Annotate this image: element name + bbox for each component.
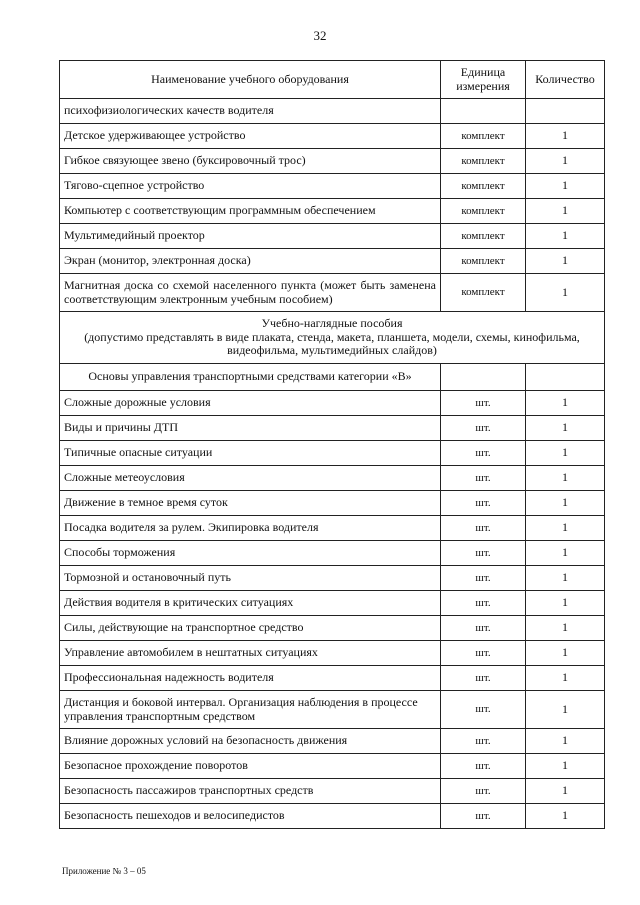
table-row <box>60 541 605 566</box>
row-name: Детское удерживающее устройство <box>60 124 441 149</box>
row-name: Сложные дорожные условия <box>60 391 441 416</box>
row-unit: шт. <box>441 566 526 591</box>
row-name: Силы, действующие на транспортное средство <box>60 616 441 641</box>
header-name: Наименование учебного оборудования <box>60 61 441 99</box>
row-qty: 1 <box>526 616 605 641</box>
table-row <box>60 516 605 541</box>
table-header-row <box>60 61 605 99</box>
table-row <box>60 566 605 591</box>
row-qty: 1 <box>526 666 605 691</box>
row-unit: шт. <box>441 754 526 779</box>
table-row <box>60 249 605 274</box>
row-qty <box>526 364 605 391</box>
row-unit: шт. <box>441 591 526 616</box>
table-row <box>60 124 605 149</box>
row-name: Влияние дорожных условий на безопасность движения <box>60 729 441 754</box>
subheading: Основы управления транспортными средствами категории «В» <box>60 364 441 391</box>
row-qty: 1 <box>526 804 605 829</box>
table-row <box>60 441 605 466</box>
row-unit: шт. <box>441 641 526 666</box>
row-unit <box>441 99 526 124</box>
equipment-table <box>59 60 605 829</box>
row-name: Дистанция и боковой интервал. Организация наблюдения в процессе управления транспортным средством <box>60 691 441 729</box>
table-row <box>60 491 605 516</box>
row-name: Компьютер с соответствующим программным обеспечением <box>60 199 441 224</box>
row-name: Сложные метеоусловия <box>60 466 441 491</box>
row-name: Гибкое связующее звено (буксировочный трос) <box>60 149 441 174</box>
row-unit: шт. <box>441 466 526 491</box>
row-name: Движение в темное время суток <box>60 491 441 516</box>
row-unit: комплект <box>441 249 526 274</box>
row-unit: шт. <box>441 779 526 804</box>
row-qty: 1 <box>526 754 605 779</box>
table-row <box>60 391 605 416</box>
row-name: Типичные опасные ситуации <box>60 441 441 466</box>
row-unit: комплект <box>441 124 526 149</box>
row-name: Профессиональная надежность водителя <box>60 666 441 691</box>
table-row <box>60 99 605 124</box>
row-unit: шт. <box>441 804 526 829</box>
row-name: Безопасность пассажиров транспортных средств <box>60 779 441 804</box>
row-qty: 1 <box>526 591 605 616</box>
row-name: Посадка водителя за рулем. Экипировка водителя <box>60 516 441 541</box>
header-qty: Количество <box>526 61 605 99</box>
row-qty: 1 <box>526 199 605 224</box>
table-row <box>60 591 605 616</box>
row-name: Управление автомобилем в нештатных ситуациях <box>60 641 441 666</box>
row-unit: комплект <box>441 174 526 199</box>
row-qty: 1 <box>526 416 605 441</box>
row-qty: 1 <box>526 124 605 149</box>
row-qty: 1 <box>526 779 605 804</box>
row-unit: шт. <box>441 729 526 754</box>
row-qty: 1 <box>526 149 605 174</box>
table-row <box>60 274 605 312</box>
row-name: психофизиологических качеств водителя <box>60 99 441 124</box>
row-name: Виды и причины ДТП <box>60 416 441 441</box>
subheading-row <box>60 364 605 391</box>
row-unit: комплект <box>441 199 526 224</box>
row-qty: 1 <box>526 516 605 541</box>
row-qty: 1 <box>526 641 605 666</box>
row-unit: шт. <box>441 516 526 541</box>
row-qty: 1 <box>526 249 605 274</box>
row-unit: шт. <box>441 691 526 729</box>
row-name: Мультимедийный проектор <box>60 224 441 249</box>
table-row <box>60 779 605 804</box>
section-row <box>60 312 605 364</box>
row-qty: 1 <box>526 224 605 249</box>
row-qty: 1 <box>526 274 605 312</box>
table-row <box>60 224 605 249</box>
row-unit: комплект <box>441 224 526 249</box>
row-qty <box>526 99 605 124</box>
table-row <box>60 691 605 729</box>
page-number: 32 <box>313 28 327 43</box>
row-unit: шт. <box>441 616 526 641</box>
row-unit: шт. <box>441 491 526 516</box>
table-row <box>60 641 605 666</box>
table-row <box>60 804 605 829</box>
row-unit: шт. <box>441 416 526 441</box>
row-name: Экран (монитор, электронная доска) <box>60 249 441 274</box>
row-unit: комплект <box>441 274 526 312</box>
row-qty: 1 <box>526 566 605 591</box>
row-name: Магнитная доска со схемой населенного пункта (может быть заменена соответствующим электронным учебным пособием) <box>60 274 441 312</box>
row-qty: 1 <box>526 729 605 754</box>
row-unit <box>441 364 526 391</box>
section-note: (допустимо представлять в виде плаката, стенда, макета, планшета, модели, схемы, кинофильма, видеофильма, мультимедийных слайдов) <box>84 329 580 358</box>
row-unit: шт. <box>441 391 526 416</box>
header-unit: Единица измерения <box>441 61 526 99</box>
footer-appendix-label: Приложение № 3 – 05 <box>62 866 146 876</box>
table-row <box>60 729 605 754</box>
row-qty: 1 <box>526 466 605 491</box>
table-row <box>60 754 605 779</box>
row-qty: 1 <box>526 174 605 199</box>
table-row <box>60 174 605 199</box>
row-unit: шт. <box>441 441 526 466</box>
section-title: Учебно-наглядные пособия <box>261 315 403 330</box>
table-row <box>60 616 605 641</box>
row-name: Безопасность пешеходов и велосипедистов <box>60 804 441 829</box>
table-row <box>60 199 605 224</box>
table-row <box>60 416 605 441</box>
row-qty: 1 <box>526 441 605 466</box>
table-row <box>60 666 605 691</box>
row-qty: 1 <box>526 391 605 416</box>
row-unit: шт. <box>441 666 526 691</box>
table-row <box>60 466 605 491</box>
section-heading <box>60 312 605 364</box>
table-row <box>60 149 605 174</box>
row-unit: комплект <box>441 149 526 174</box>
row-qty: 1 <box>526 541 605 566</box>
row-name: Способы торможения <box>60 541 441 566</box>
row-qty: 1 <box>526 491 605 516</box>
row-name: Тягово-сцепное устройство <box>60 174 441 199</box>
row-qty: 1 <box>526 691 605 729</box>
row-name: Тормозной и остановочный путь <box>60 566 441 591</box>
row-unit: шт. <box>441 541 526 566</box>
row-name: Действия водителя в критических ситуациях <box>60 591 441 616</box>
row-name: Безопасное прохождение поворотов <box>60 754 441 779</box>
